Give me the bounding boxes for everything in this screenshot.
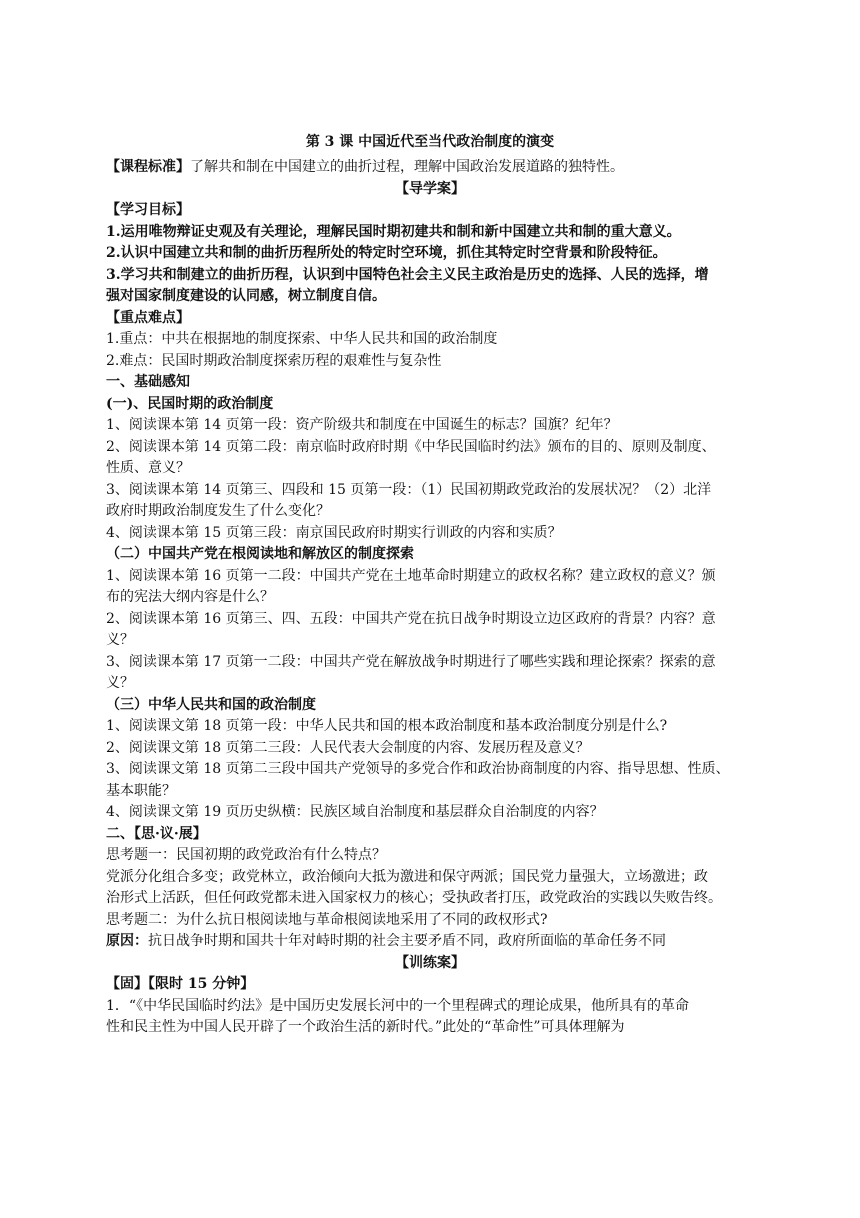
objectives-heading: 【学习目标】 xyxy=(106,202,190,218)
discussion-answer-line: 党派分化组合多变；政党林立，政治倾向大抵为激进和保守两派；国民党力量强大，立场激进；政 xyxy=(106,868,708,885)
objective-item: 3.学习共和制建立的曲折历程，认识到中国特色社会主义民主政治是历史的选择、人民的选择，增 xyxy=(106,266,709,283)
question-line: 2、阅读课本第 16 页第三、四、五段：中国共产党在抗日战争时期设立边区政府的背景？内容？意 xyxy=(106,610,716,627)
question-line: 3、阅读课文第 18 页第二三段中国共产党领导的多党合作和政治协商制度的内容、指导思想、性质、 xyxy=(106,761,730,777)
question-line: 政府时期政治制度发生了什么变化？ xyxy=(106,503,330,519)
question-line: 义？ xyxy=(106,675,134,691)
objective-item: 2.认识中国建立共和制的曲折历程所处的特定时空环境，抓住其特定时空背景和阶段特征。 xyxy=(106,245,667,261)
question-line: 1、阅读课本第 16 页第一二段：中国共产党在土地革命时期建立的政权名称？建立政权的意义？颁 xyxy=(106,567,716,584)
discussion-answer-line: 治形式上活跃，但任何政党都未进入国家权力的核心；受执政者打压，政党政治的实践以失败告终。 xyxy=(106,890,722,906)
section-2-heading: （二）中国共产党在根阅读地和解放区的制度探索 xyxy=(106,546,414,562)
course-standard xyxy=(106,157,754,179)
question-line: 4、阅读课文第 19 页历史纵横：民族区域自治制度和基层群众自治制度的内容？ xyxy=(106,804,604,820)
answer-label: 原因： xyxy=(106,933,148,949)
question-line: 布的宪法大纲内容是什么？ xyxy=(106,589,274,605)
section-3-heading: （三）中华人民共和国的政治制度 xyxy=(106,696,316,713)
question-line: 3、阅读课本第 14 页第三、四段和 15 页第一段：（1）民国初期政党政治的发展状况？（2）北洋 xyxy=(106,481,712,498)
question-line: 2、阅读课文第 18 页第二三段：人民代表大会制度的内容、发展历程及意义？ xyxy=(106,739,590,756)
practice-heading: 【训练案】 xyxy=(395,954,465,971)
basic-heading: 一、基础感知 xyxy=(106,374,190,390)
document-page xyxy=(106,131,754,1039)
course-standard-label: 【课程标准】 xyxy=(106,159,190,175)
discussion-question-2: 思考题二：为什么抗日根阅读地与革命根阅读地采用了不同的政权形式? xyxy=(106,911,548,928)
discussion-heading: 二、【思·议·展】 xyxy=(106,825,207,842)
objective-item: 强对国家制度建设的认同感，树立制度自信。 xyxy=(106,288,386,304)
question-line: 1、阅读课本第 14 页第一段：资产阶级共和制度在中国诞生的标志？国旗？纪年？ xyxy=(106,417,618,433)
question-line: 3、阅读课本第 17 页第一二段：中国共产党在解放战争时期进行了哪些实践和理论探索？探索的意 xyxy=(106,653,716,670)
key-points-heading: 【重点难点】 xyxy=(106,309,190,326)
question-line: 义？ xyxy=(106,632,134,648)
question-line: 4、阅读课本第 15 页第三段：南京国民政府时期实行训政的内容和实质？ xyxy=(106,524,562,541)
discussion-question-1: 思考题一：民国初期的政党政治有什么特点？ xyxy=(106,847,386,863)
practice-question-line: 1．“《中华民国临时约法》是中国历史发展长河中的一个里程碑式的理论成果，他所具有的革命 xyxy=(106,997,690,1014)
question-line: 基本职能？ xyxy=(106,782,176,799)
key-point-item: 1.重点：中共在根据地的制度探索、中华人民共和国的政治制度 xyxy=(106,331,498,347)
section-1-heading: (一)、民国时期的政治制度 xyxy=(106,395,274,412)
question-line: 性质、意义？ xyxy=(106,460,190,476)
objective-item: 1.运用唯物辩证史观及有关理论，理解民国时期初建共和制和新中国建立共和制的重大意义。 xyxy=(106,223,681,240)
guide-heading: 【导学案】 xyxy=(395,180,465,197)
lesson-title: 第 3 课 中国近代至当代政治制度的演变 xyxy=(305,134,555,150)
question-line: 2、阅读课本第 14 页第二段：南京临时政府时期《中华民国临时约法》颁布的目的、原则及制度、 xyxy=(106,438,716,455)
question-line: 1、阅读课文第 18 页第一段：中华人民共和国的根本政治制度和基本政治制度分别是什么? xyxy=(106,718,668,734)
discussion-answer-2 xyxy=(106,931,754,953)
course-standard-text: 了解共和制在中国建立的曲折过程，理解中国政治发展道路的独特性。 xyxy=(190,159,624,175)
answer-text: 抗日战争时期和国共十年对峙时期的社会主要矛盾不同，政府所面临的革命任务不同 xyxy=(148,933,666,949)
key-point-item: 2.难点：民国时期政治制度探索历程的艰难性与复杂性 xyxy=(106,352,442,369)
practice-question-line: 性和民主性为中国人民开辟了一个政治生活的新时代。”此处的“革命性”可具体理解为 xyxy=(106,1019,625,1035)
practice-sub-heading: 【固】【限时 15 分钟】 xyxy=(106,976,255,992)
